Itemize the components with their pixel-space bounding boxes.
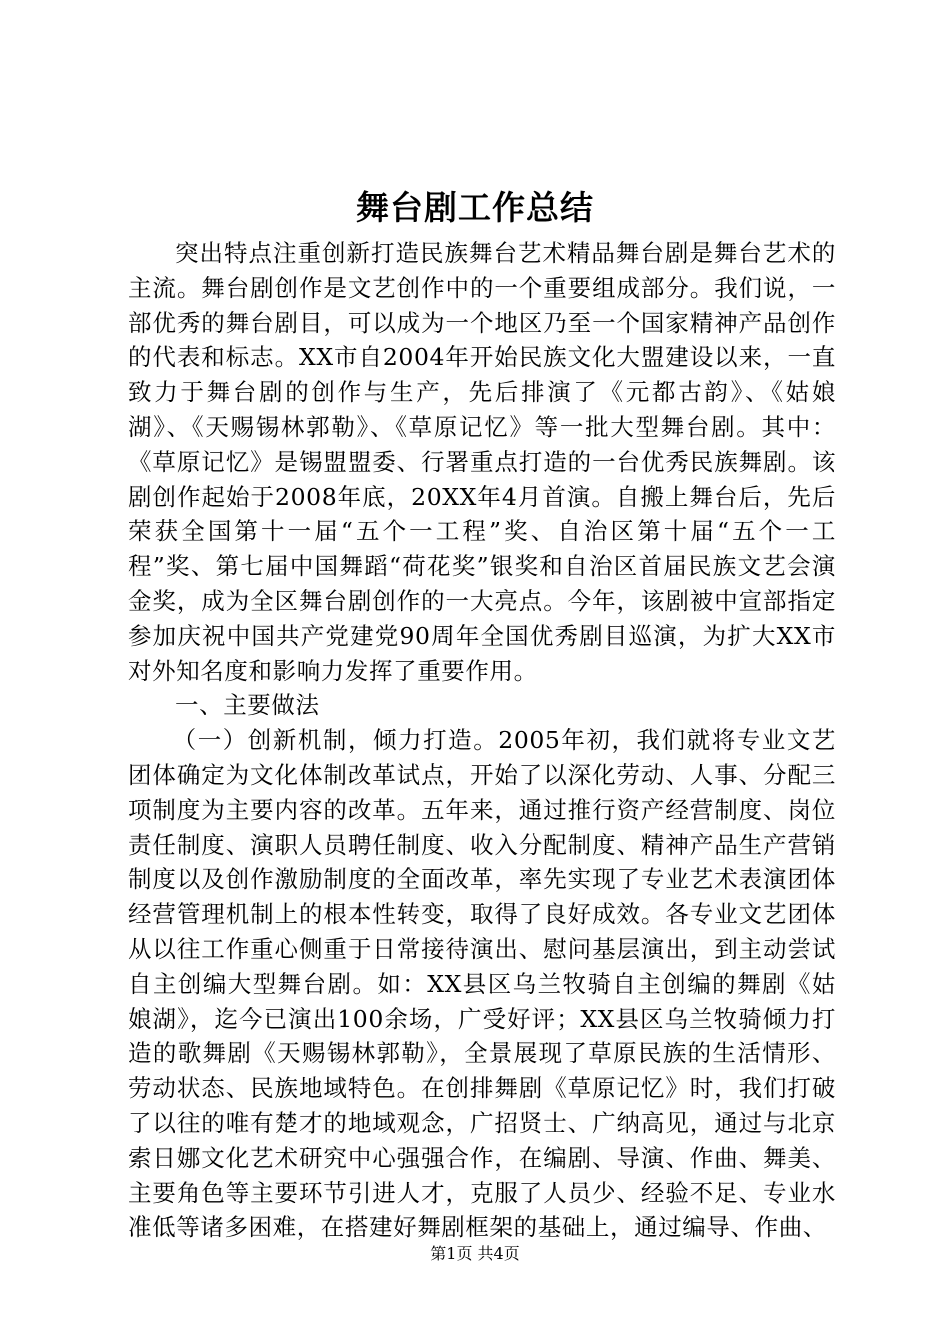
- subsection-paragraph-innovation: （一）创新机制，倾力打造。2005年初，我们就将专业文艺团体确定为文化体制改革试点，开始了以深化劳动、人事、分配三项制度为主要内容的改革。五年来，通过推行资产经营制度、岗位责任制度、演职人员聘任制度、收入分配制度、精神产品生产营销制度以及创作激励制度的全面改革，率先实现了专业艺术表演团体经营管理机制上的根本性转变，取得了良好成效。各专业文艺团体从以往工作重心侧重于日常接待演出、慰问基层演出，到主动尝试自主创编大型舞台剧。如：XX县区乌兰牧骑自主创编的舞剧《姑娘湖》，迄今已演出100余场，广受好评；XX县区乌兰牧骑倾力打造的歌舞剧《天赐锡林郭勒》，全景展现了草原民族的生活情形、劳动状态、民族地域特色。在创排舞剧《草原记忆》时，我们打破了以往的唯有楚才的地域观念，广招贤士、广纳高见，通过与北京索日娜文化艺术研究中心强强合作，在编剧、导演、作曲、舞美、主要角色等主要环节引进人才，克服了人员少、经验不足、专业水准低等诸多困难，在搭建好舞剧框架的基础上，通过编导、作曲、: [128, 726, 836, 1242]
- section-heading-main-practices: 一、主要做法: [175, 691, 320, 720]
- document-title: 舞台剧工作总结: [356, 188, 594, 227]
- document-body: [128, 236, 836, 1245]
- page-number-footer: 第1页 共4页: [430, 1244, 520, 1263]
- intro-paragraph: 突出特点注重创新打造民族舞台艺术精品舞台剧是舞台艺术的主流。舞台剧创作是文艺创作中的一个重要组成部分。我们说，一部优秀的舞台剧目，可以成为一个地区乃至一个国家精神产品创作的代表和标志。XX市自2004年开始民族文化大盟建设以来，一直致力于舞台剧的创作与生产，先后排演了《元都古韵》、《姑娘湖》、《天赐锡林郭勒》、《草原记忆》等一批大型舞台剧。其中：《草原记忆》是锡盟盟委、行署重点打造的一台优秀民族舞剧。该剧创作起始于2008年底，20XX年4月首演。自搬上舞台后，先后荣获全国第十一届“五个一工程”奖、自治区第十届“五个一工程”奖、第七届中国舞蹈“荷花奖”银奖和自治区首届民族文艺会演金奖，成为全区舞台剧创作的一大亮点。今年，该剧被中宣部指定参加庆祝中国共产党建党90周年全国优秀剧目巡演，为扩大XX市对外知名度和影响力发挥了重要作用。: [128, 239, 836, 685]
